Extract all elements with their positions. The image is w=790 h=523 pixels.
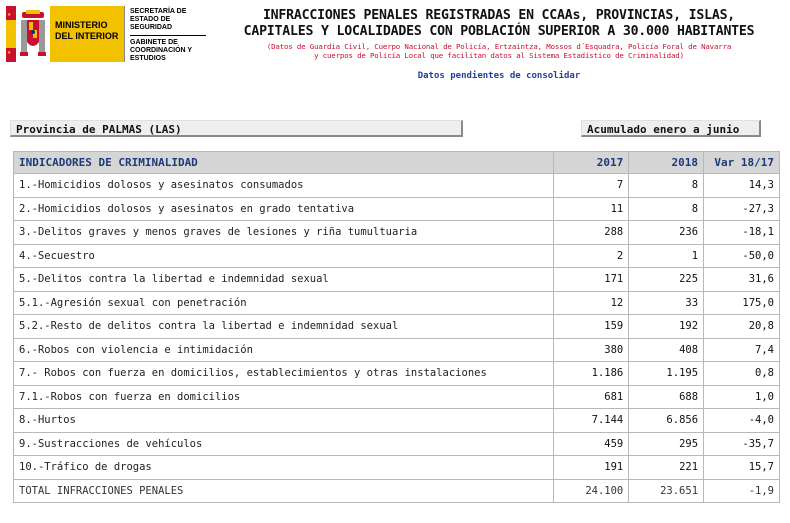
variation-cell: 31,6 [704,268,780,292]
svg-text:★: ★ [7,10,12,18]
value-2017-cell: 12 [554,291,629,315]
variation-cell: 0,8 [704,362,780,386]
variation-cell: 14,3 [704,174,780,198]
table-row [14,268,780,292]
variation-cell: 1,0 [704,385,780,409]
title-line-1: INFRACCIONES PENALES REGISTRADAS EN CCAAs, PROVINCIAS, ISLAS, [262,8,736,23]
value-2018-cell: 1 [629,244,704,268]
table-row [14,432,780,456]
variation-cell: 7,4 [704,338,780,362]
page-title [216,8,782,39]
indicator-cell: 7.- Robos con fuerza en domicilios, establecimientos y otras instalaciones [14,362,554,386]
variation-cell: -27,3 [704,197,780,221]
column-header-2017: 2017 [554,152,629,174]
eu-stars-icon [6,6,16,62]
table-header-row [14,152,780,174]
table-row [14,385,780,409]
indicator-cell: 10.-Tráfico de drogas [14,456,554,480]
secretaria-label: SECRETARÍA DE ESTADO DE SEGURIDAD [130,8,187,31]
table-row [14,409,780,433]
indicator-cell: 1.-Homicidios dolosos y asesinatos consumados [14,174,554,198]
value-2018-cell: 8 [629,174,704,198]
coat-of-arms-icon [18,10,48,58]
column-header-variation: Var 18/17 [704,152,780,174]
indicator-cell: TOTAL INFRACCIONES PENALES [14,479,554,503]
title-line-2: CAPITALES Y LOCALIDADES CON POBLACIÓN SUPERIOR A 30.000 HABITANTES [243,23,755,39]
indicator-cell: 2.-Homicidios dolosos y asesinatos en grado tentativa [14,197,554,221]
subtitle-line-1: (Datos de Guardia Civil, Cuerpo Nacional de Policía, Ertzaintza, Mossos d´Esquadra, Policía Foral de Navarra [266,42,732,51]
value-2018-cell: 221 [629,456,704,480]
variation-cell: -4,0 [704,409,780,433]
table-row [14,362,780,386]
pending-notice: Datos pendientes de consolidar [417,71,581,81]
gabinete-label: GABINETE DE COORDINACIÓN Y ESTUDIOS [130,39,192,62]
variation-cell: -35,7 [704,432,780,456]
subtitle-line-2: y cuerpos de Policía Local que facilitan datos al Sistema Estadístico de Criminalidad) [314,51,684,60]
value-2018-cell: 1.195 [629,362,704,386]
value-2017-cell: 2 [554,244,629,268]
table-row [14,244,780,268]
indicator-cell: 4.-Secuestro [14,244,554,268]
value-2017-cell: 1.186 [554,362,629,386]
value-2017-cell: 171 [554,268,629,292]
value-2017-cell: 288 [554,221,629,245]
variation-cell: -18,1 [704,221,780,245]
table-row [14,315,780,339]
table-row [14,197,780,221]
value-2017-cell: 459 [554,432,629,456]
variation-cell: 20,8 [704,315,780,339]
value-2018-cell: 688 [629,385,704,409]
value-2018-cell: 295 [629,432,704,456]
value-2018-cell: 192 [629,315,704,339]
table-row [14,479,780,503]
indicator-cell: 6.-Robos con violencia e intimidación [14,338,554,362]
value-2017-cell: 191 [554,456,629,480]
value-2018-cell: 23.651 [629,479,704,503]
indicator-cell: 7.1.-Robos con fuerza en domicilios [14,385,554,409]
value-2017-cell: 24.100 [554,479,629,503]
value-2018-cell: 225 [629,268,704,292]
value-2017-cell: 7 [554,174,629,198]
svg-text:★: ★ [7,48,12,56]
value-2017-cell: 380 [554,338,629,362]
ministerio-label: MINISTERIO DEL INTERIOR [50,6,124,62]
value-2018-cell: 408 [629,338,704,362]
indicator-cell: 5.1.-Agresión sexual con penetración [14,291,554,315]
secretaria-block [124,6,212,62]
indicator-cell: 5.2.-Resto de delitos contra la libertad e indemnidad sexual [14,315,554,339]
indicator-cell: 5.-Delitos contra la libertad e indemnidad sexual [14,268,554,292]
page-subtitle [216,42,782,60]
value-2017-cell: 681 [554,385,629,409]
indicator-cell: 3.-Delitos graves y menos graves de lesiones y riña tumultuaria [14,221,554,245]
value-2017-cell: 7.144 [554,409,629,433]
value-2018-cell: 6.856 [629,409,704,433]
table-row [14,291,780,315]
table-row [14,338,780,362]
variation-cell: -50,0 [704,244,780,268]
table-row [14,456,780,480]
column-header-2018: 2018 [629,152,704,174]
variation-cell: -1,9 [704,479,780,503]
indicator-cell: 8.-Hurtos [14,409,554,433]
value-2018-cell: 33 [629,291,704,315]
ministry-logo [6,6,212,62]
column-header-indicator: INDICADORES DE CRIMINALIDAD [14,152,554,174]
crime-indicators-table [13,151,780,503]
period-label: Acumulado enero a junio [581,120,761,137]
value-2018-cell: 8 [629,197,704,221]
value-2018-cell: 236 [629,221,704,245]
value-2017-cell: 11 [554,197,629,221]
variation-cell: 15,7 [704,456,780,480]
divider [130,35,206,36]
table-row [14,221,780,245]
province-label: Provincia de PALMAS (LAS) [10,120,463,137]
table-body [14,174,780,503]
indicator-cell: 9.-Sustracciones de vehículos [14,432,554,456]
variation-cell: 175,0 [704,291,780,315]
table-row [14,174,780,198]
value-2017-cell: 159 [554,315,629,339]
